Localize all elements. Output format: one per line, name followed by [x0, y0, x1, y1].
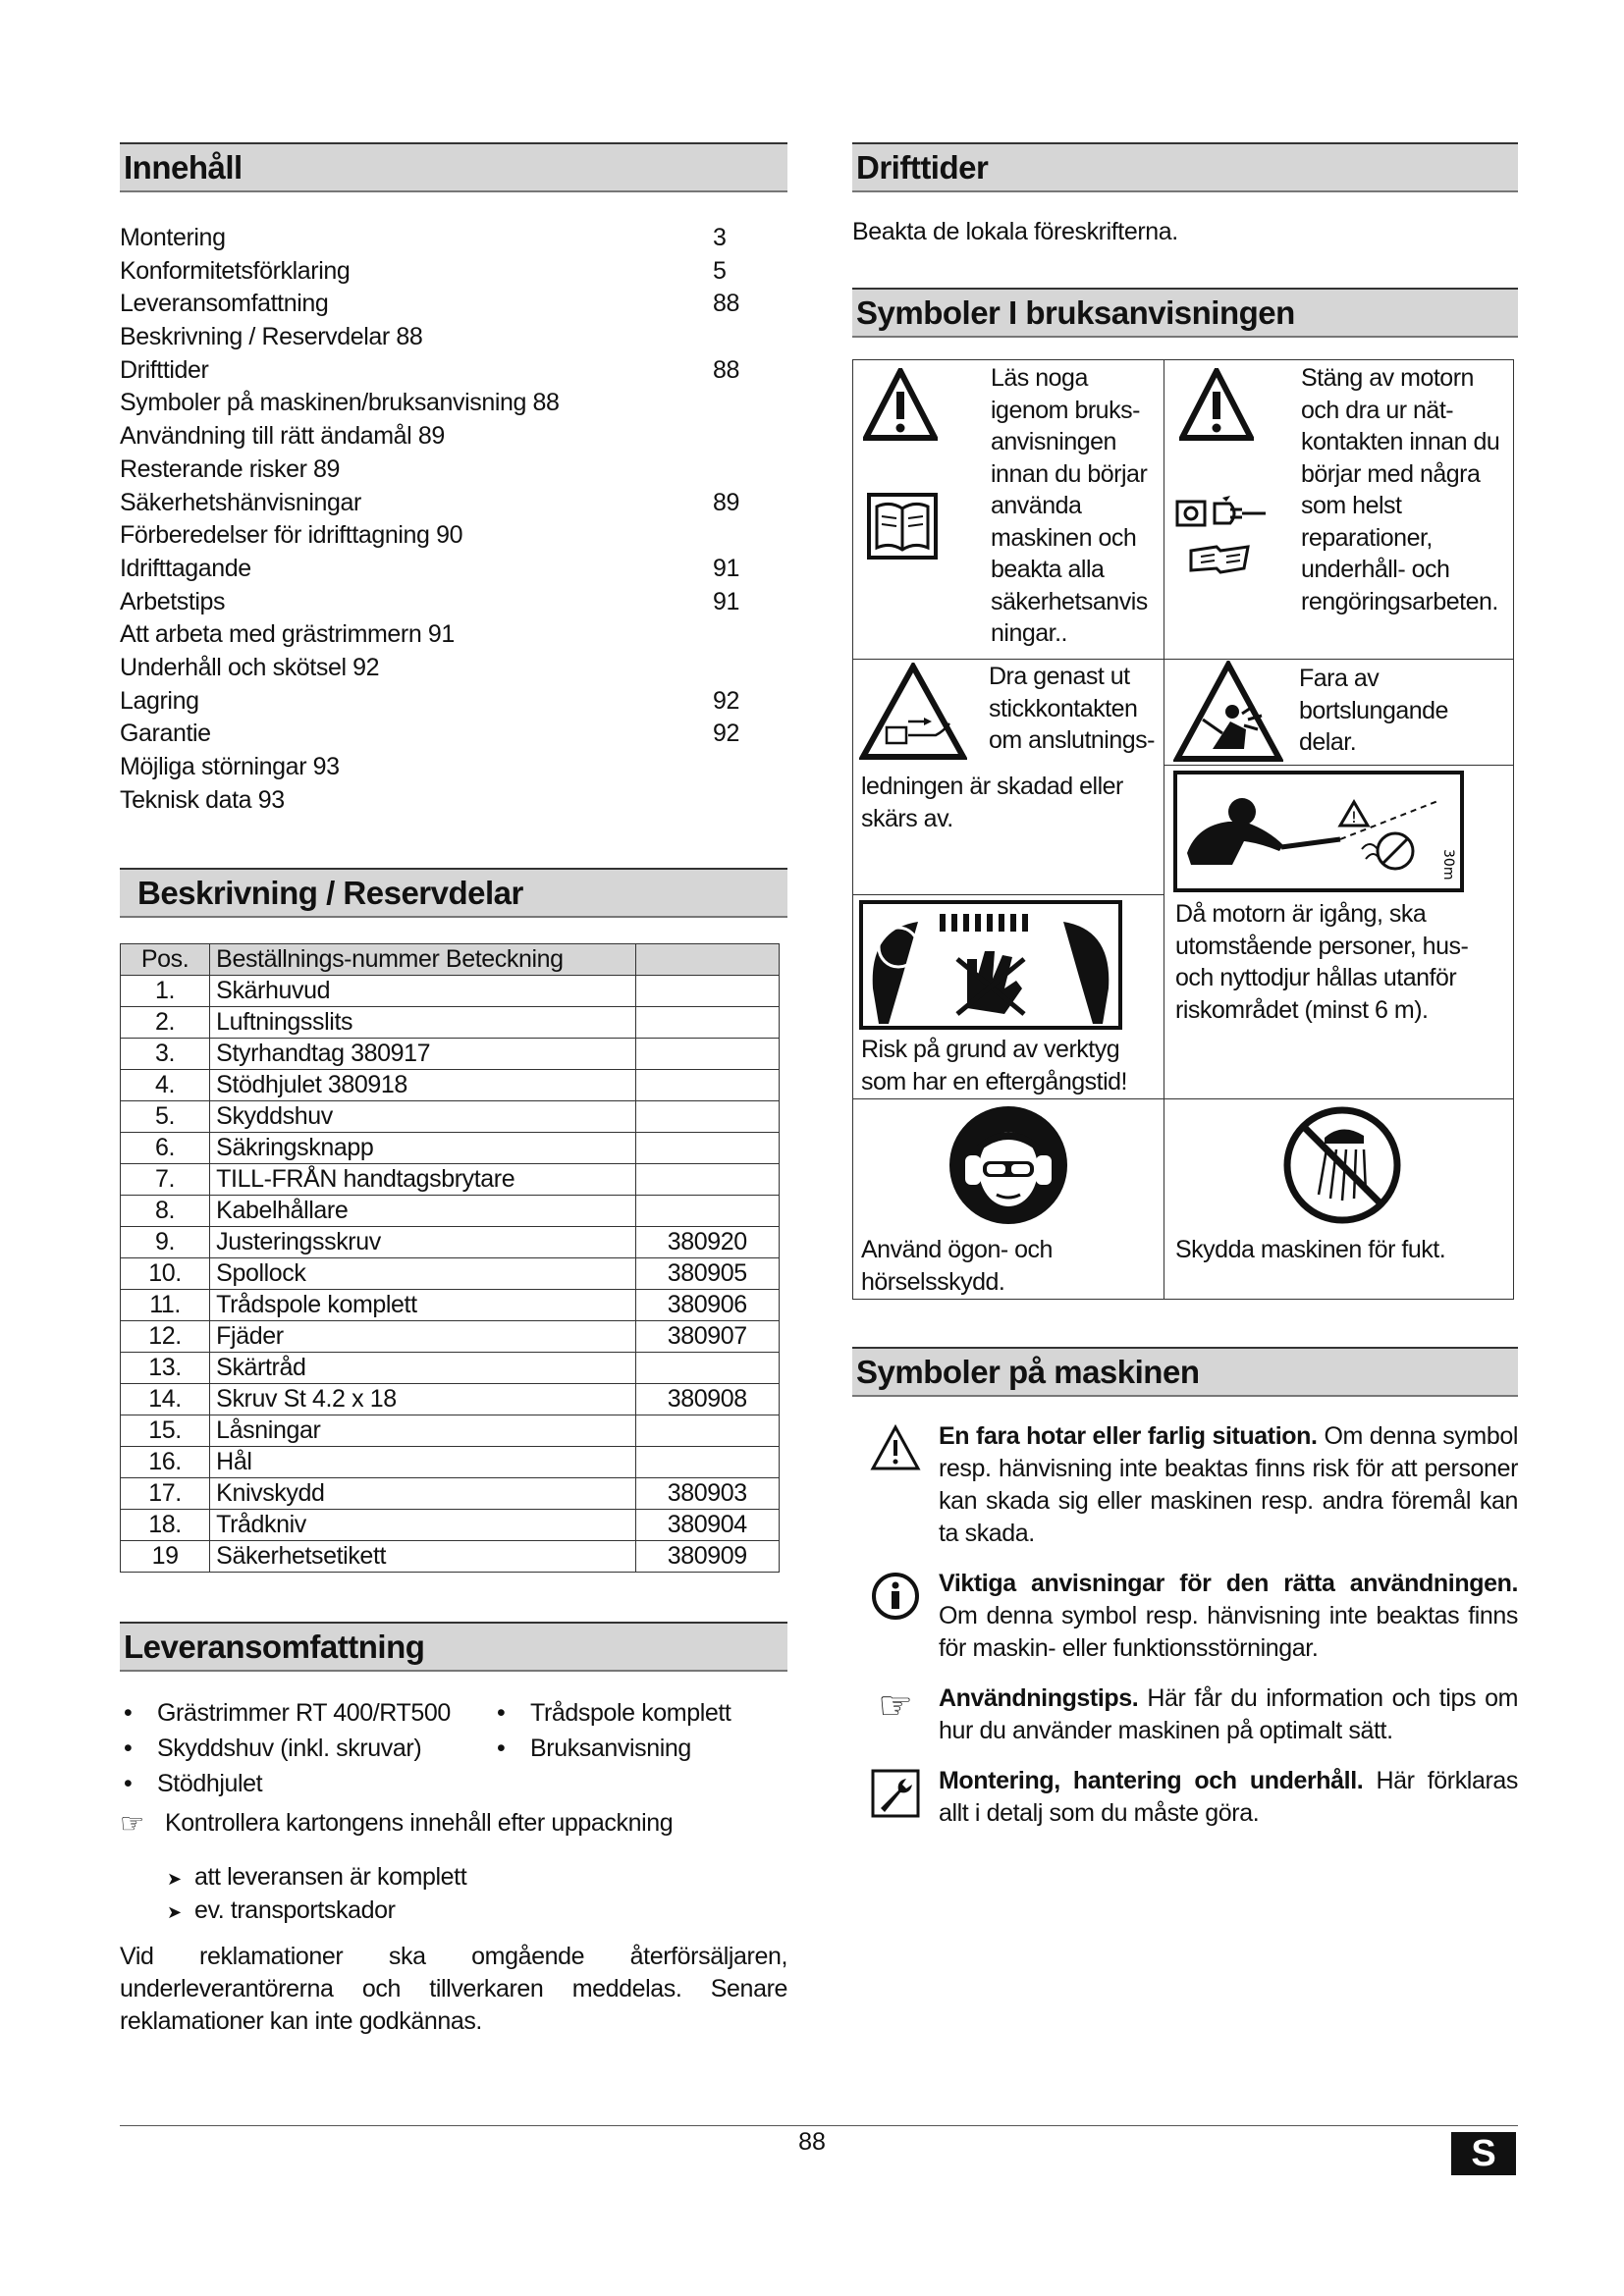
toc-item: [120, 321, 787, 354]
operating-text: Beakta de lokala föreskrifterna.: [852, 218, 1178, 245]
machine-symbol-desc: Om denna symbol resp. hänvisning inte beaktas finns risk för att personer kan skada sig eller maskinen resp. andra föremål kan ta skada.: [939, 1422, 1518, 1547]
right-column: [852, 142, 1518, 1830]
toc-item: [120, 454, 787, 487]
symbol-text-line: säkerhetsanvis: [991, 587, 1148, 615]
symbol-text-line: ningar..: [991, 619, 1068, 647]
parts-table: [120, 943, 780, 1573]
symbol-text-line: maskinen och: [991, 523, 1137, 552]
operating-heading: Drifttider: [852, 142, 1518, 192]
parts-cell-pos: 1.: [121, 976, 210, 1007]
toc-item-page: 88: [713, 355, 740, 384]
toc-item-page: [713, 519, 748, 553]
wrench-icon: [852, 1765, 939, 1830]
toc-item-label: Förberedelser för idrifttagning 90: [120, 521, 463, 550]
parts-cell-pos: 11.: [121, 1290, 210, 1321]
page-number: 88: [798, 2128, 826, 2156]
parts-cell-code: 380920: [635, 1227, 780, 1258]
parts-cell-pos: 16.: [121, 1447, 210, 1478]
symbol-text-line: riskområdet (minst 6 m).: [1175, 995, 1429, 1024]
machine-symbol-text: [939, 1568, 1518, 1665]
toc-item: [120, 618, 787, 652]
symbol-text-line: hörselsskydd.: [861, 1267, 1005, 1296]
toc-heading: Innehåll: [120, 142, 787, 192]
parts-cell-pos: 18.: [121, 1510, 210, 1541]
toc-item-label: Användning till rätt ändamål 89: [120, 422, 445, 451]
symbol-text-line: Dra genast ut: [989, 663, 1130, 690]
toc-item-page: [713, 784, 748, 818]
warning-cable-icon: [859, 663, 967, 761]
parts-cell-code: 380907: [635, 1321, 780, 1353]
table-row: [121, 1353, 780, 1384]
warning-thrown-parts-icon: [1173, 661, 1283, 763]
manual-symbols-grid: [852, 359, 1514, 1300]
parts-cell-code: [635, 1196, 780, 1227]
symbol-text-line: och dra ur nät-: [1301, 396, 1454, 424]
parts-cell-desc: Kabelhållare: [210, 1196, 635, 1227]
parts-cell-pos: 4.: [121, 1070, 210, 1101]
symbol-text-line: underhåll- och: [1301, 556, 1450, 583]
machine-symbol-desc: Här förklaras allt i detalj som du måste göra.: [939, 1767, 1518, 1827]
table-row: [121, 1227, 780, 1258]
check-list: [167, 1860, 787, 1927]
parts-header-desc: Beställnings-nummer Beteckning: [210, 944, 635, 976]
parts-cell-pos: 2.: [121, 1007, 210, 1039]
toc-item-label: Montering: [120, 224, 226, 251]
complaint-text: Vid reklamationer ska omgående återförsäljaren, underleverantörerna och tillverkaren meddelas. Senare reklamationer kan inte godkännas.: [120, 1943, 787, 2036]
toc-item-label: Att arbeta med grästrimmern 91: [120, 620, 455, 649]
no-rain-icon: [1281, 1104, 1403, 1226]
table-row: [121, 1541, 780, 1573]
toc-item-label: Teknisk data 93: [120, 785, 285, 814]
parts-cell-pos: 13.: [121, 1353, 210, 1384]
parts-cell-code: 380906: [635, 1290, 780, 1321]
symbol-text-line: Då motorn är igång, ska: [1175, 900, 1427, 928]
parts-header-pos: Pos.: [121, 944, 210, 976]
parts-cell-desc: Skyddshuv: [210, 1101, 635, 1133]
check-note-text: Kontrollera kartongens innehåll efter uppackning: [165, 1808, 674, 1837]
toc-item-label: Idrifttagande: [120, 554, 251, 582]
toc-item-label: Underhåll och skötsel 92: [120, 653, 380, 681]
toc-item: [120, 222, 787, 255]
parts-cell-code: 380905: [635, 1258, 780, 1290]
symbol-text-line: som har en eftergångstid!: [861, 1067, 1127, 1095]
parts-cell-desc: Skärtråd: [210, 1353, 635, 1384]
parts-cell-pos: 6.: [121, 1133, 210, 1164]
toc-item: [120, 586, 787, 619]
parts-table-header: [121, 944, 780, 976]
parts-cell-pos: 15.: [121, 1415, 210, 1447]
symbol-text-line: skärs av.: [861, 804, 953, 832]
parts-cell-desc: Trådkniv: [210, 1510, 635, 1541]
machine-symbol-item: [852, 1765, 1518, 1830]
parts-cell-pos: 17.: [121, 1478, 210, 1510]
parts-cell-desc: Spollock: [210, 1258, 635, 1290]
machine-symbol-item: [852, 1682, 1518, 1747]
delivery-item: • Skyddshuv (inkl. skruvar): [120, 1731, 493, 1766]
table-row: [121, 1478, 780, 1510]
toc-item: [120, 288, 787, 321]
symbol-text-line: Använd ögon- och: [861, 1236, 1053, 1263]
parts-cell-pos: 10.: [121, 1258, 210, 1290]
toc-item-page: [713, 387, 748, 420]
toc-item: [120, 751, 787, 784]
parts-cell-pos: 14.: [121, 1384, 210, 1415]
pointing-hand-icon: ☞: [120, 1807, 144, 1839]
toc-item-page: [713, 751, 748, 784]
parts-cell-pos: 3.: [121, 1039, 210, 1070]
delivery-heading: Leveransomfattning: [120, 1622, 787, 1672]
table-row: [121, 1164, 780, 1196]
toc-item-label: Symboler på maskinen/bruksanvisning 88: [120, 389, 560, 417]
parts-cell-desc: Säkerhetsetikett: [210, 1541, 635, 1573]
machine-symbol-item: [852, 1568, 1518, 1665]
table-row: [121, 1415, 780, 1447]
parts-cell-code: [635, 1039, 780, 1070]
toc-item: [120, 718, 787, 751]
toc-item-label: Leveransomfattning: [120, 290, 329, 318]
toc-item-label: Konformitetsförklaring: [120, 256, 351, 285]
parts-cell-code: [635, 976, 780, 1007]
machine-symbol-item: [852, 1420, 1518, 1550]
machine-symbol-desc: Här får du information och tips om hur du använder maskinen på optimalt sätt.: [939, 1684, 1518, 1744]
toc-item-page: [713, 420, 748, 454]
bystanders-text: [1175, 898, 1468, 1026]
machine-symbol-title: Montering, hantering och underhåll.: [939, 1767, 1364, 1794]
machine-symbol-title: Användningstips.: [939, 1684, 1139, 1712]
delivery-item: • Bruksanvisning: [493, 1731, 778, 1766]
manual-book-icon: [1187, 543, 1252, 574]
toc-item-page: [713, 652, 748, 685]
toc-item-label: Drifttider: [120, 355, 209, 384]
parts-cell-pos: 12.: [121, 1321, 210, 1353]
toc-item-page: [713, 618, 748, 652]
parts-cell-code: [635, 1070, 780, 1101]
parts-cell-desc: Skruv St 4.2 x 18: [210, 1384, 635, 1415]
symbol-text-line: innan du börjar: [991, 459, 1148, 488]
parts-cell-desc: Justeringsskruv: [210, 1227, 635, 1258]
toc-item: [120, 387, 787, 420]
parts-cell-desc: Styrhandtag 380917: [210, 1039, 635, 1070]
parts-cell-desc: TILL-FRÅN handtagsbrytare: [210, 1164, 635, 1196]
symbol-text-line: bortslungande: [1299, 696, 1448, 724]
parts-cell-pos: 9.: [121, 1227, 210, 1258]
parts-cell-desc: Luftningsslits: [210, 1007, 635, 1039]
toc-item-page: 92: [713, 686, 740, 715]
warning-triangle-icon: [1179, 368, 1254, 441]
warning-triangle-icon: [852, 1420, 939, 1550]
table-row: [121, 1258, 780, 1290]
symbol-text-line: Skydda maskinen för fukt.: [1175, 1236, 1446, 1263]
table-row: [121, 1447, 780, 1478]
parts-cell-pos: 8.: [121, 1196, 210, 1227]
svg-text:!: !: [1350, 808, 1358, 827]
toc-item-page: 88: [713, 290, 740, 318]
toc-item-label: Resterande risker 89: [120, 454, 341, 483]
left-column: [120, 142, 787, 2038]
toc-item-page: 3: [713, 224, 727, 251]
cable-damage-text: [989, 661, 1155, 757]
delivery-list: [120, 1695, 787, 1801]
symbol-text-line: som helst: [1301, 492, 1402, 519]
symbol-text-line: utomstående personer, hus-: [1175, 932, 1469, 960]
parts-cell-desc: Knivskydd: [210, 1478, 635, 1510]
manual-symbols-heading: Symboler I bruksanvisningen: [852, 288, 1518, 338]
toc-item: [120, 553, 787, 586]
symbol-text-line: stickkontakten: [989, 694, 1138, 722]
toc-item-label: Lagring: [120, 686, 199, 715]
parts-cell-desc: Trådspole komplett: [210, 1290, 635, 1321]
info-circle-icon: [852, 1568, 939, 1665]
table-row: [121, 1196, 780, 1227]
toc-item: [120, 354, 787, 388]
machine-symbol-text: [939, 1420, 1518, 1550]
symbol-text-line: anvisningen: [991, 428, 1116, 455]
symbol-text-line: kontakten innan du: [1301, 428, 1500, 455]
run-on-text: [861, 1034, 1127, 1097]
parts-cell-desc: Skärhuvud: [210, 976, 635, 1007]
toc-item: [120, 784, 787, 818]
footer-divider: [120, 2125, 1518, 2126]
toc-item-label: Arbetstips: [120, 587, 226, 615]
eye-ear-text: [861, 1234, 1053, 1298]
symbol-text-line: Risk på grund av verktyg: [861, 1036, 1120, 1063]
plug-icon: [1175, 496, 1270, 531]
arrow-right-icon: ➤: [167, 1902, 182, 1923]
distance-label: 30m: [1440, 849, 1456, 881]
toc-item-page: 5: [713, 256, 727, 285]
run-on-hazard-icon: [859, 900, 1122, 1030]
cable-damage-text-continued: [861, 771, 1123, 834]
parts-cell-code: 380903: [635, 1478, 780, 1510]
toc-item-page: [713, 321, 748, 354]
machine-symbol-title: Viktiga anvisningar för den rätta användningen.: [939, 1570, 1518, 1597]
parts-cell-desc: Stödhjulet 380918: [210, 1070, 635, 1101]
thrown-parts-text: [1299, 663, 1448, 759]
symbol-text-line: börjar med några: [1301, 459, 1481, 488]
toc-item-label: Möjliga störningar 93: [120, 753, 340, 780]
symbol-text-line: och nyttodjur hållas utanför: [1175, 964, 1457, 991]
toc-item-page: 89: [713, 488, 740, 516]
symbol-text-line: igenom bruks-: [991, 396, 1140, 424]
pointing-hand-icon: ☞: [878, 1684, 913, 1728]
toc-item-label: Säkerhetshänvisningar: [120, 488, 361, 516]
moisture-text: [1175, 1234, 1445, 1266]
parts-cell-code: [635, 1353, 780, 1384]
table-row: [121, 1039, 780, 1070]
symbol-text-line: Läs noga: [991, 364, 1088, 392]
delivery-item: • Trådspole komplett: [493, 1695, 778, 1731]
parts-cell-desc: Låsningar: [210, 1415, 635, 1447]
toc-item-page: 91: [713, 587, 740, 615]
parts-cell-code: 380909: [635, 1541, 780, 1573]
unplug-text: [1301, 362, 1499, 617]
parts-cell-code: [635, 1101, 780, 1133]
parts-cell-code: 380904: [635, 1510, 780, 1541]
parts-cell-code: [635, 1447, 780, 1478]
toc-item-page: 91: [713, 554, 740, 582]
parts-cell-desc: Fjäder: [210, 1321, 635, 1353]
symbol-text-line: ledningen är skadad eller: [861, 773, 1123, 800]
parts-cell-desc: Hål: [210, 1447, 635, 1478]
parts-cell-code: [635, 1415, 780, 1447]
parts-cell-code: [635, 1007, 780, 1039]
language-badge: S: [1451, 2132, 1516, 2175]
symbol-text-line: om anslutnings-: [989, 726, 1155, 754]
symbol-text-line: använda: [991, 492, 1082, 519]
table-row: [121, 1133, 780, 1164]
symbol-text-line: Fara av: [1299, 665, 1380, 692]
toc-item: [120, 487, 787, 520]
symbol-text-line: delar.: [1299, 728, 1357, 756]
machine-symbols-list: [852, 1420, 1518, 1830]
machine-symbols-heading: Symboler på maskinen: [852, 1347, 1518, 1397]
toc-item: [120, 420, 787, 454]
parts-heading: Beskrivning / Reservdelar: [120, 868, 787, 918]
parts-cell-code: 380908: [635, 1384, 780, 1415]
table-row: [121, 1321, 780, 1353]
delivery-item: • Stödhjulet: [120, 1766, 493, 1801]
toc-item: [120, 685, 787, 719]
parts-cell-code: [635, 1133, 780, 1164]
toc-item-label: Beskrivning / Reservdelar 88: [120, 323, 423, 351]
book-icon: [867, 493, 938, 560]
machine-symbol-text: [939, 1765, 1518, 1830]
toc-item-page: 92: [713, 720, 740, 748]
check-item: ➤ ev. transportskador: [167, 1894, 787, 1927]
symbol-text-line: reparationer,: [1301, 523, 1433, 552]
machine-symbol-desc: Om denna symbol resp. hänvisning inte beaktas finns för maskin- eller funktionsstörningar.: [939, 1602, 1518, 1662]
table-row: [121, 1007, 780, 1039]
table-row: [121, 1070, 780, 1101]
table-row: [121, 1510, 780, 1541]
toc-item: [120, 519, 787, 553]
toc-item: [120, 255, 787, 289]
toc-item-page: [713, 454, 748, 487]
delivery-item: • Grästrimmer RT 400/RT500: [120, 1695, 493, 1731]
safety-distance-icon: [1173, 771, 1464, 892]
check-note: [120, 1805, 787, 1841]
table-row: [121, 1384, 780, 1415]
toc-item-label: Garantie: [120, 720, 211, 748]
symbol-text-line: rengöringsarbeten.: [1301, 587, 1498, 615]
parts-cell-pos: 7.: [121, 1164, 210, 1196]
machine-symbol-title: En fara hotar eller farlig situation.: [939, 1422, 1318, 1450]
parts-cell-pos: 5.: [121, 1101, 210, 1133]
symbol-text-line: beakta alla: [991, 556, 1105, 583]
table-row: [121, 1290, 780, 1321]
toc-item: [120, 652, 787, 685]
parts-cell-code: [635, 1164, 780, 1196]
eye-ear-protection-icon: [947, 1104, 1069, 1226]
parts-cell-desc: Säkringsknapp: [210, 1133, 635, 1164]
check-item: ➤ att leveransen är komplett: [167, 1860, 787, 1894]
parts-cell-pos: 19: [121, 1541, 210, 1573]
parts-header-code: [635, 944, 780, 976]
symbol-text-line: Stäng av motorn: [1301, 364, 1474, 392]
warning-triangle-icon: [863, 368, 938, 441]
arrow-right-icon: ➤: [167, 1869, 182, 1890]
table-row: [121, 1101, 780, 1133]
read-manual-text: [991, 362, 1148, 650]
table-row: [121, 976, 780, 1007]
toc-list: [120, 222, 787, 817]
machine-symbol-text: [939, 1682, 1518, 1747]
